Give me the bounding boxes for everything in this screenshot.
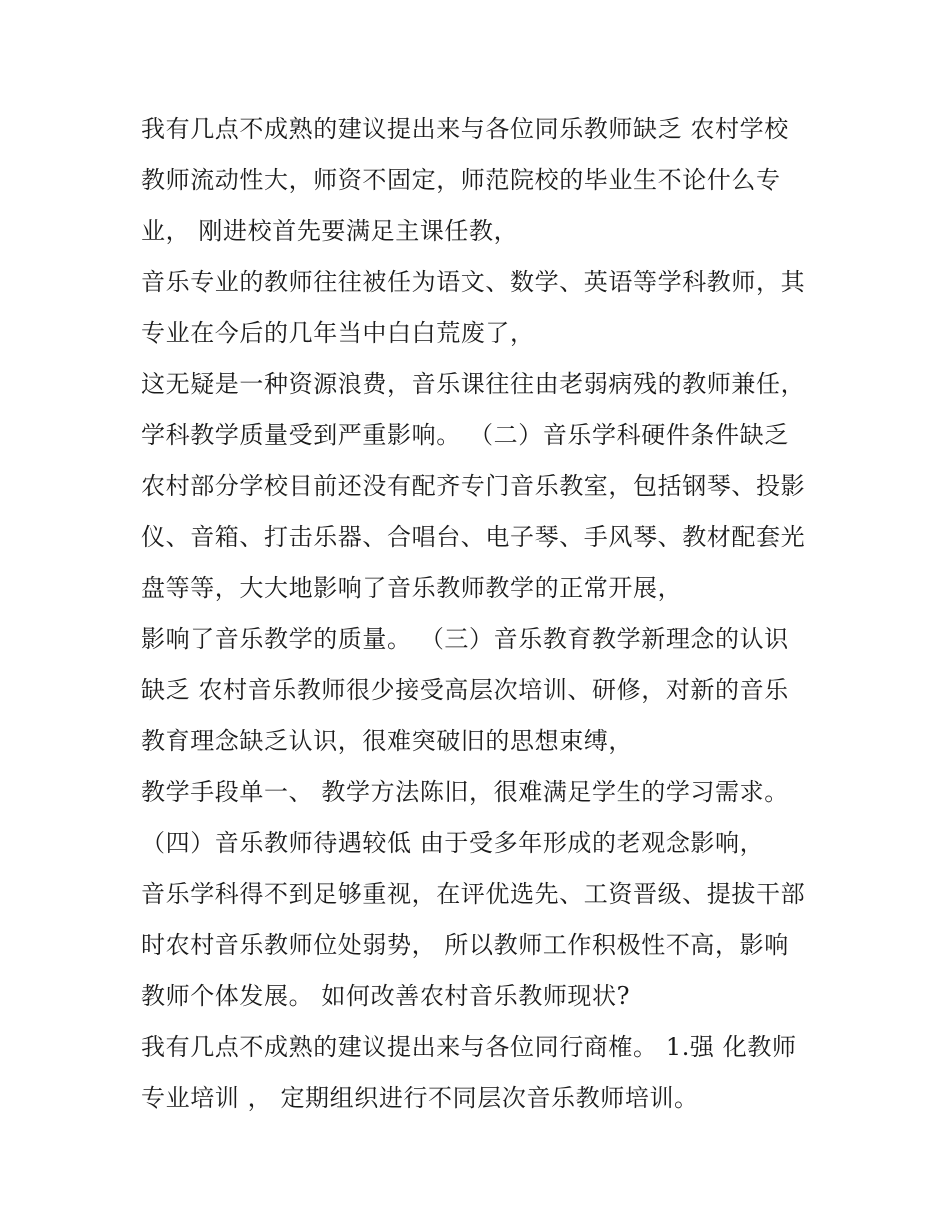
text-line: 农村部分学校目前还没有配齐专门音乐教室，包括钢琴、投影 xyxy=(141,472,806,500)
text-line: 教育理念缺乏认识，很难突破旧的思想束缚， xyxy=(141,727,633,755)
text-line: 音乐学科得不到足够重视，在评优选先、工资晋级、提拔干部 xyxy=(141,880,806,908)
text-line: 时农村音乐教师位处弱势， 所以教师工作积极性不高，影响 xyxy=(141,931,789,959)
text-line: （四）音乐教师待遇较低 由于受多年形成的老观念影响， xyxy=(141,829,765,857)
text-line: 缺乏 农村音乐教师很少接受高层次培训、研修，对新的音乐 xyxy=(141,676,789,704)
text-line: 学科教学质量受到严重影响。 （二）音乐学科硬件条件缺乏 xyxy=(141,421,789,449)
text-line: 影响了音乐教学的质量。 （三）音乐教育教学新理念的认识 xyxy=(141,625,789,653)
text-line: 这无疑是一种资源浪费，音乐课往往由老弱病残的教师兼任， xyxy=(141,370,806,398)
text-line: 仪、音箱、打击乐器、合唱台、电子琴、手风琴、教材配套光 xyxy=(141,523,806,551)
text-line: 教师流动性大，师资不固定，师范院校的毕业生不论什么专 xyxy=(141,166,781,194)
text-line: 教学手段单一、 教学方法陈旧，很难满足学生的学习需求。 xyxy=(141,778,789,806)
text-line: 教师个体发展。 如何改善农村音乐教师现状? xyxy=(141,982,631,1010)
text-line: 业， 刚进校首先要满足主课任教， xyxy=(141,217,519,245)
text-line: 专业培训 ， 定期组织进行不同层次音乐教师培训。 xyxy=(141,1084,699,1112)
text-line: 我有几点不成熟的建议提出来与各位同乐教师缺乏 农村学校 xyxy=(141,115,789,143)
text-line: 专业在今后的几年当中白白荒废了， xyxy=(141,319,535,347)
text-line: 音乐专业的教师往往被任为语文、数学、英语等学科教师，其 xyxy=(141,268,806,296)
text-line: 我有几点不成熟的建议提出来与各位同行商榷。 1.强 化教师 xyxy=(141,1033,797,1061)
text-line: 盘等等，大大地影响了音乐教师教学的正常开展， xyxy=(141,574,683,602)
